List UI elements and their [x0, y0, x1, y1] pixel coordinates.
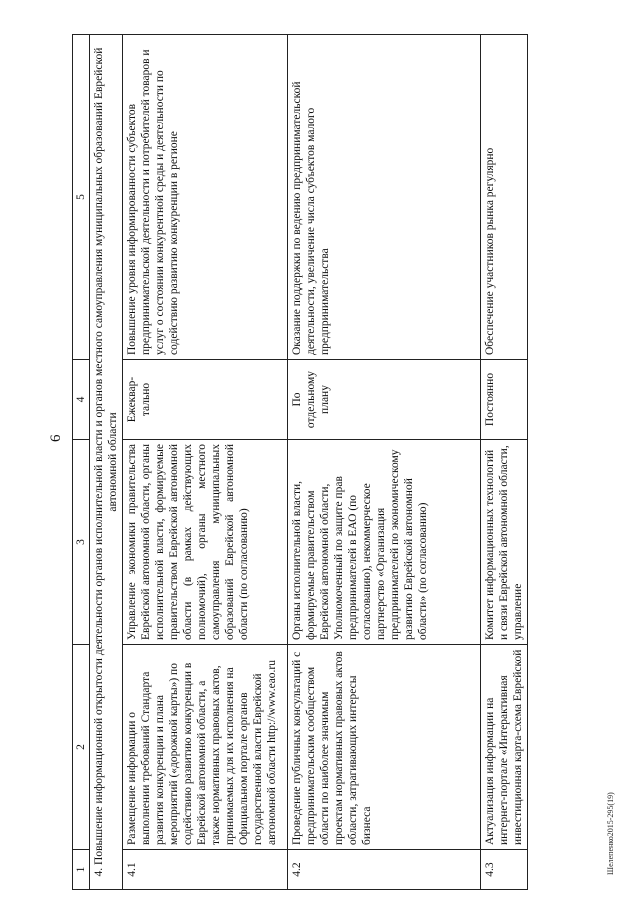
section-title: 4. Повышение информационной открытости деятельности органов исполнительной власти и органов местного самоуправления муниципальных образований Еврейской автономной области — [90, 35, 123, 890]
result-cell: Повышение уровня информированности субъектов предпринимательской деятельности и потребителей товаров и услуг о состоянии конкурентной среды и деятельности по содействию развитию конкуренции в регионе — [123, 35, 288, 360]
result-cell: Обеспечение участников рынка регулярно — [481, 35, 528, 360]
responsible-cell: Комитет информационных технологий и связи Еврейской автономной области, управление — [481, 440, 528, 645]
header-cell-5: 5 — [73, 35, 90, 360]
header-cell-3: 3 — [73, 440, 90, 645]
row-number: 4.1 — [123, 850, 288, 890]
row-number: 4.3 — [481, 850, 528, 890]
header-cell-2: 2 — [73, 645, 90, 850]
table-row — [123, 35, 288, 890]
table-row — [288, 35, 481, 890]
header-cell-1: 1 — [73, 850, 90, 890]
measure-cell: Проведение публичных консультаций с предпринимательским сообществом области по наиболее значимым проектам нормативных правовых актов области, затрагивающих интересы бизнеса — [288, 645, 481, 850]
section-row — [90, 35, 123, 890]
row-number: 4.2 — [288, 850, 481, 890]
table-row — [481, 35, 528, 890]
responsible-cell: Органы исполнительной власти, формируемые правительством Еврейской автономной области, Уполномоченный по защите прав предпринимателей в ЕАО (по согласованию), некоммерческое партнерство «Организация предпринимателей по экономическому развитию Еврейской автономной области» (по согласованию) — [288, 440, 481, 645]
rotated-table-container — [72, 35, 592, 890]
result-cell: Оказание поддержки по ведению предпринимательской деятельности, увеличение числа субъектов малого предпринимательства — [288, 35, 481, 360]
measure-cell: Актуализация информации на интернет-портале «Интерактивная инвестиционная карта-схема Еврейской — [481, 645, 528, 850]
responsible-cell: Управление экономики правительства Еврейской автономной области, органы исполнительной власти, формируемые правительством Еврейской автономной области (в рамках действующих полномочий), органы местного самоуправления муниципальных образований Еврейской автономной области (по согласованию) — [123, 440, 288, 645]
term-cell: По отдельному плану — [288, 360, 481, 440]
page-number: 6 — [48, 434, 64, 442]
term-cell: Ежеквар-тально — [123, 360, 288, 440]
measures-table — [72, 34, 528, 890]
term-cell: Постоянно — [481, 360, 528, 440]
document-stamp: Шелепенко2015-295(19) — [606, 792, 615, 875]
header-cell-4: 4 — [73, 360, 90, 440]
column-number-row — [73, 35, 90, 890]
measure-cell: Размещение информации о выполнении требований Стандарта развития конкуренции и плана мероприятий («дорожной карты») по содействию развитию конкуренции в Еврейской автономной области, а также нормативных правовых актов, принимаемых для их исполнения на Официальном портале органов государственной власти Еврейской автономной области http://www.eao.ru — [123, 645, 288, 850]
